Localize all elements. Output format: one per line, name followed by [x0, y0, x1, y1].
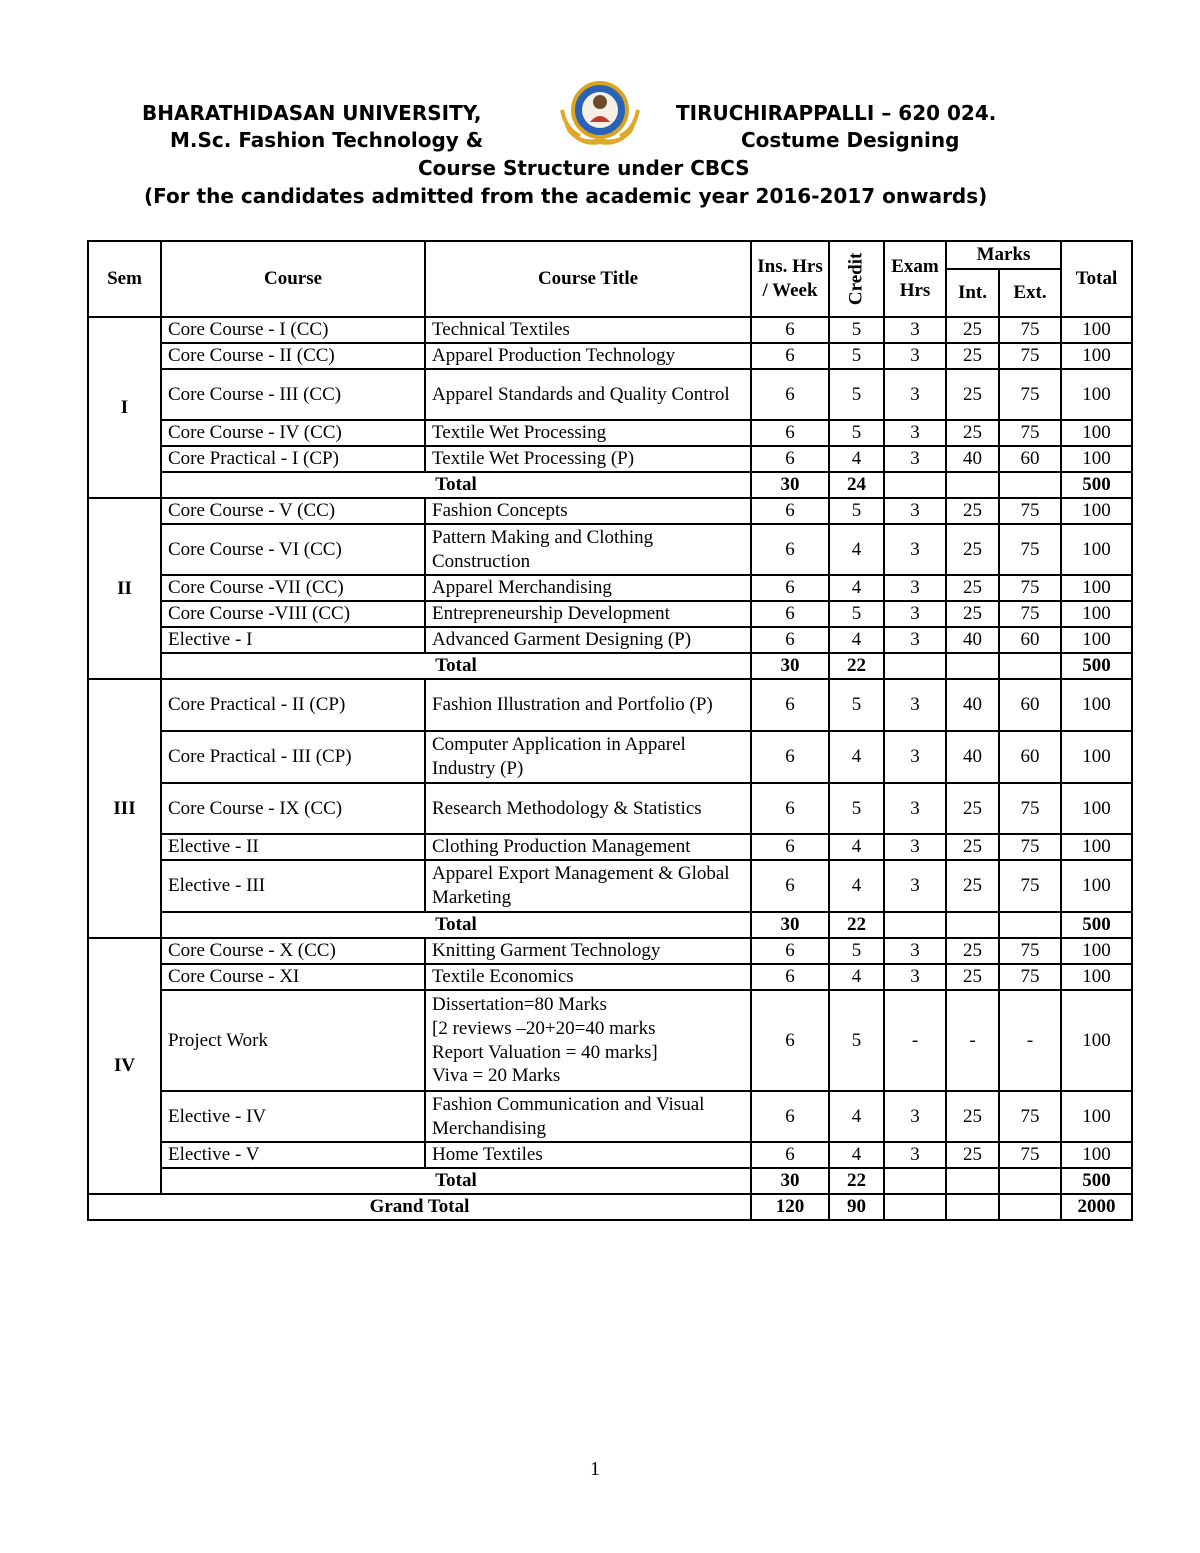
- cell-exam: 3: [884, 498, 946, 524]
- cell-exam: 3: [884, 420, 946, 446]
- cell-int: 25: [946, 524, 999, 575]
- cell-exam: -: [884, 990, 946, 1091]
- cell-ext: 75: [999, 964, 1061, 990]
- cell-hrs: 6: [751, 938, 829, 964]
- total-int: [946, 1168, 999, 1194]
- total-ext: [999, 653, 1061, 679]
- course-type: Core Course -VII (CC): [161, 575, 425, 601]
- table-row: [88, 575, 1132, 601]
- cell-int: 40: [946, 731, 999, 783]
- total-marks: 500: [1061, 653, 1132, 679]
- semester-label: IV: [88, 938, 161, 1194]
- cell-ext: 60: [999, 679, 1061, 731]
- col-course-title: Course Title: [425, 241, 751, 317]
- course-type: Elective - III: [161, 860, 425, 912]
- col-course: Course: [161, 241, 425, 317]
- cell-int: 25: [946, 575, 999, 601]
- course-title: Knitting Garment Technology: [425, 938, 751, 964]
- cell-total: 100: [1061, 343, 1132, 369]
- course-title: Pattern Making and Clothing Construction: [425, 524, 751, 575]
- table-row: [88, 938, 1132, 964]
- course-title: Fashion Illustration and Portfolio (P): [425, 679, 751, 731]
- cell-hrs: 6: [751, 834, 829, 860]
- cell-exam: 3: [884, 343, 946, 369]
- cell-exam: 3: [884, 1142, 946, 1168]
- cell-hrs: 6: [751, 575, 829, 601]
- cell-credit: 4: [829, 1142, 884, 1168]
- cell-exam: 3: [884, 731, 946, 783]
- course-title: Entrepreneurship Development: [425, 601, 751, 627]
- cell-exam: 3: [884, 938, 946, 964]
- grand-total-credit: 90: [829, 1194, 884, 1220]
- table-row: [88, 990, 1132, 1091]
- total-exam: [884, 653, 946, 679]
- cell-ext: 75: [999, 575, 1061, 601]
- course-type: Core Course - II (CC): [161, 343, 425, 369]
- course-type: Core Practical - III (CP): [161, 731, 425, 783]
- cell-exam: 3: [884, 524, 946, 575]
- cell-hrs: 6: [751, 498, 829, 524]
- cell-credit: 5: [829, 938, 884, 964]
- cell-total: 100: [1061, 834, 1132, 860]
- cell-exam: 3: [884, 601, 946, 627]
- cell-int: 25: [946, 1091, 999, 1142]
- cell-int: -: [946, 990, 999, 1091]
- course-title: Clothing Production Management: [425, 834, 751, 860]
- cell-hrs: 6: [751, 783, 829, 834]
- cell-hrs: 6: [751, 524, 829, 575]
- total-credit: 22: [829, 653, 884, 679]
- total-exam: [884, 912, 946, 938]
- cell-int: 25: [946, 317, 999, 343]
- grand-total-hrs: 120: [751, 1194, 829, 1220]
- cell-hrs: 6: [751, 860, 829, 912]
- cell-int: 25: [946, 964, 999, 990]
- cell-int: 40: [946, 627, 999, 653]
- cell-credit: 5: [829, 990, 884, 1091]
- semester-total-row: [88, 1168, 1132, 1194]
- col-sem: Sem: [88, 241, 161, 317]
- cell-hrs: 6: [751, 964, 829, 990]
- course-type: Core Course - VI (CC): [161, 524, 425, 575]
- table-row: [88, 498, 1132, 524]
- cell-total: 100: [1061, 575, 1132, 601]
- course-type: Core Course - III (CC): [161, 369, 425, 420]
- cell-hrs: 6: [751, 369, 829, 420]
- table-row: [88, 601, 1132, 627]
- course-type: Core Course - IX (CC): [161, 783, 425, 834]
- grand-total-exam: [884, 1194, 946, 1220]
- cell-ext: -: [999, 990, 1061, 1091]
- cell-credit: 4: [829, 575, 884, 601]
- cell-int: 25: [946, 601, 999, 627]
- table-row: [88, 1142, 1132, 1168]
- cell-ext: 75: [999, 783, 1061, 834]
- cell-hrs: 6: [751, 627, 829, 653]
- cell-int: 25: [946, 498, 999, 524]
- cell-ext: 75: [999, 1091, 1061, 1142]
- cell-total: 100: [1061, 369, 1132, 420]
- total-int: [946, 472, 999, 498]
- cell-hrs: 6: [751, 317, 829, 343]
- cell-hrs: 6: [751, 420, 829, 446]
- cell-total: 100: [1061, 964, 1132, 990]
- cell-hrs: 6: [751, 1091, 829, 1142]
- total-int: [946, 653, 999, 679]
- program-name-right: Costume Designing: [741, 128, 960, 152]
- cell-hrs: 6: [751, 601, 829, 627]
- cell-hrs: 6: [751, 731, 829, 783]
- course-type: Core Practical - I (CP): [161, 446, 425, 472]
- cell-credit: 4: [829, 446, 884, 472]
- cell-credit: 5: [829, 601, 884, 627]
- cell-total: 100: [1061, 420, 1132, 446]
- course-type: Core Practical - II (CP): [161, 679, 425, 731]
- table-row: [88, 627, 1132, 653]
- cell-int: 25: [946, 834, 999, 860]
- table-row: [88, 343, 1132, 369]
- semester-label: III: [88, 679, 161, 938]
- cell-exam: 3: [884, 317, 946, 343]
- cell-credit: 4: [829, 860, 884, 912]
- cell-total: 100: [1061, 1142, 1132, 1168]
- cell-credit: 5: [829, 343, 884, 369]
- total-marks: 500: [1061, 912, 1132, 938]
- cell-ext: 60: [999, 731, 1061, 783]
- course-title: Fashion Concepts: [425, 498, 751, 524]
- cell-credit: 4: [829, 834, 884, 860]
- col-int: Int.: [946, 269, 999, 317]
- cell-int: 25: [946, 783, 999, 834]
- semester-total-row: [88, 472, 1132, 498]
- semester-total-row: [88, 653, 1132, 679]
- cell-total: 100: [1061, 860, 1132, 912]
- course-title: Apparel Merchandising: [425, 575, 751, 601]
- cell-hrs: 6: [751, 343, 829, 369]
- cell-int: 25: [946, 860, 999, 912]
- cell-ext: 75: [999, 498, 1061, 524]
- cell-int: 25: [946, 1142, 999, 1168]
- cell-int: 25: [946, 938, 999, 964]
- cell-ext: 75: [999, 369, 1061, 420]
- total-ext: [999, 1168, 1061, 1194]
- cell-total: 100: [1061, 627, 1132, 653]
- cell-exam: 3: [884, 369, 946, 420]
- course-title: Textile Wet Processing: [425, 420, 751, 446]
- cell-exam: 3: [884, 575, 946, 601]
- total-credit: 22: [829, 1168, 884, 1194]
- table-row: [88, 783, 1132, 834]
- grand-total-label: Grand Total: [88, 1194, 751, 1220]
- course-title: Textile Wet Processing (P): [425, 446, 751, 472]
- cell-int: 25: [946, 369, 999, 420]
- program-name-left: M.Sc. Fashion Technology &: [170, 128, 484, 152]
- cell-total: 100: [1061, 783, 1132, 834]
- course-table-body: [88, 317, 1132, 1220]
- cell-exam: 3: [884, 783, 946, 834]
- grand-total-int: [946, 1194, 999, 1220]
- total-exam: [884, 472, 946, 498]
- col-marks: Marks: [946, 241, 1061, 269]
- semester-total-label: Total: [161, 912, 751, 938]
- semester-total-label: Total: [161, 472, 751, 498]
- total-hrs: 30: [751, 1168, 829, 1194]
- col-exam-hrs: Exam Hrs: [884, 241, 946, 317]
- cell-total: 100: [1061, 679, 1132, 731]
- col-credit-label: Credit: [845, 252, 867, 306]
- cell-total: 100: [1061, 601, 1132, 627]
- university-name: BHARATHIDASAN UNIVERSITY,: [142, 101, 482, 125]
- cell-credit: 4: [829, 964, 884, 990]
- cell-int: 25: [946, 343, 999, 369]
- cell-exam: 3: [884, 964, 946, 990]
- cell-credit: 5: [829, 498, 884, 524]
- table-row: [88, 860, 1132, 912]
- course-type: Core Course - V (CC): [161, 498, 425, 524]
- table-row: [88, 446, 1132, 472]
- course-type: Core Course - I (CC): [161, 317, 425, 343]
- cell-total: 100: [1061, 524, 1132, 575]
- cell-total: 100: [1061, 990, 1132, 1091]
- cell-credit: 5: [829, 783, 884, 834]
- cell-exam: 3: [884, 860, 946, 912]
- cell-credit: 5: [829, 420, 884, 446]
- semester-label: II: [88, 498, 161, 679]
- course-title: Dissertation=80 Marks [2 reviews –20+20=40 marks Report Valuation = 40 marks] Viva = 20 Marks: [425, 990, 751, 1091]
- cell-ext: 75: [999, 317, 1061, 343]
- university-city: TIRUCHIRAPPALLI – 620 024.: [676, 101, 997, 125]
- total-credit: 22: [829, 912, 884, 938]
- grand-total-marks: 2000: [1061, 1194, 1132, 1220]
- course-structure-table: [87, 240, 1133, 1221]
- col-credit: [829, 241, 884, 317]
- total-exam: [884, 1168, 946, 1194]
- eligibility-note: (For the candidates admitted from the academic year 2016-2017 onwards): [144, 184, 988, 208]
- cell-exam: 3: [884, 1091, 946, 1142]
- cell-credit: 4: [829, 524, 884, 575]
- course-type: Elective - V: [161, 1142, 425, 1168]
- cell-ext: 60: [999, 627, 1061, 653]
- cell-credit: 4: [829, 627, 884, 653]
- cell-ext: 75: [999, 834, 1061, 860]
- cell-ext: 75: [999, 420, 1061, 446]
- course-title: Advanced Garment Designing (P): [425, 627, 751, 653]
- cell-total: 100: [1061, 938, 1132, 964]
- cell-ext: 75: [999, 601, 1061, 627]
- total-credit: 24: [829, 472, 884, 498]
- cell-exam: 3: [884, 446, 946, 472]
- course-title: Apparel Standards and Quality Control: [425, 369, 751, 420]
- total-marks: 500: [1061, 472, 1132, 498]
- cell-hrs: 6: [751, 446, 829, 472]
- semester-total-row: [88, 912, 1132, 938]
- page-number: 1: [590, 1458, 600, 1480]
- total-int: [946, 912, 999, 938]
- semester-total-label: Total: [161, 653, 751, 679]
- grand-total-ext: [999, 1194, 1061, 1220]
- grand-total-row: [88, 1194, 1132, 1220]
- cell-ext: 60: [999, 446, 1061, 472]
- table-row: [88, 731, 1132, 783]
- cell-total: 100: [1061, 731, 1132, 783]
- course-title: Home Textiles: [425, 1142, 751, 1168]
- course-type: Core Course - IV (CC): [161, 420, 425, 446]
- total-hrs: 30: [751, 653, 829, 679]
- cell-total: 100: [1061, 446, 1132, 472]
- table-row: [88, 679, 1132, 731]
- course-type: Elective - IV: [161, 1091, 425, 1142]
- col-ext: Ext.: [999, 269, 1061, 317]
- cell-int: 25: [946, 420, 999, 446]
- cell-exam: 3: [884, 627, 946, 653]
- course-type: Core Course -VIII (CC): [161, 601, 425, 627]
- cell-hrs: 6: [751, 1142, 829, 1168]
- col-ins-hrs: Ins. Hrs / Week: [751, 241, 829, 317]
- course-title: Apparel Production Technology: [425, 343, 751, 369]
- cell-int: 40: [946, 446, 999, 472]
- course-type: Core Course - X (CC): [161, 938, 425, 964]
- university-emblem-icon: [560, 80, 640, 148]
- cell-total: 100: [1061, 1091, 1132, 1142]
- course-type: Core Course - XI: [161, 964, 425, 990]
- cell-exam: 3: [884, 679, 946, 731]
- total-ext: [999, 912, 1061, 938]
- total-ext: [999, 472, 1061, 498]
- table-row: [88, 1091, 1132, 1142]
- total-hrs: 30: [751, 472, 829, 498]
- cell-credit: 5: [829, 317, 884, 343]
- cell-credit: 4: [829, 731, 884, 783]
- course-title: Textile Economics: [425, 964, 751, 990]
- cell-ext: 75: [999, 524, 1061, 575]
- course-title: Computer Application in Apparel Industry (P): [425, 731, 751, 783]
- structure-title: Course Structure under CBCS: [418, 156, 750, 180]
- total-hrs: 30: [751, 912, 829, 938]
- course-type: Elective - II: [161, 834, 425, 860]
- cell-exam: 3: [884, 834, 946, 860]
- cell-credit: 5: [829, 679, 884, 731]
- course-type: Elective - I: [161, 627, 425, 653]
- cell-hrs: 6: [751, 679, 829, 731]
- table-row: [88, 420, 1132, 446]
- table-row: [88, 964, 1132, 990]
- table-row: [88, 524, 1132, 575]
- course-title: Research Methodology & Statistics: [425, 783, 751, 834]
- semester-total-label: Total: [161, 1168, 751, 1194]
- table-row: [88, 317, 1132, 343]
- total-marks: 500: [1061, 1168, 1132, 1194]
- course-title: Technical Textiles: [425, 317, 751, 343]
- cell-ext: 75: [999, 938, 1061, 964]
- cell-credit: 4: [829, 1091, 884, 1142]
- course-title: Fashion Communication and Visual Merchandising: [425, 1091, 751, 1142]
- table-row: [88, 834, 1132, 860]
- cell-ext: 75: [999, 343, 1061, 369]
- cell-ext: 75: [999, 860, 1061, 912]
- cell-int: 40: [946, 679, 999, 731]
- course-type: Project Work: [161, 990, 425, 1091]
- cell-total: 100: [1061, 498, 1132, 524]
- course-title: Apparel Export Management & Global Marketing: [425, 860, 751, 912]
- cell-ext: 75: [999, 1142, 1061, 1168]
- cell-hrs: 6: [751, 990, 829, 1091]
- cell-credit: 5: [829, 369, 884, 420]
- cell-total: 100: [1061, 317, 1132, 343]
- table-row: [88, 369, 1132, 420]
- col-total: Total: [1061, 241, 1132, 317]
- semester-label: I: [88, 317, 161, 498]
